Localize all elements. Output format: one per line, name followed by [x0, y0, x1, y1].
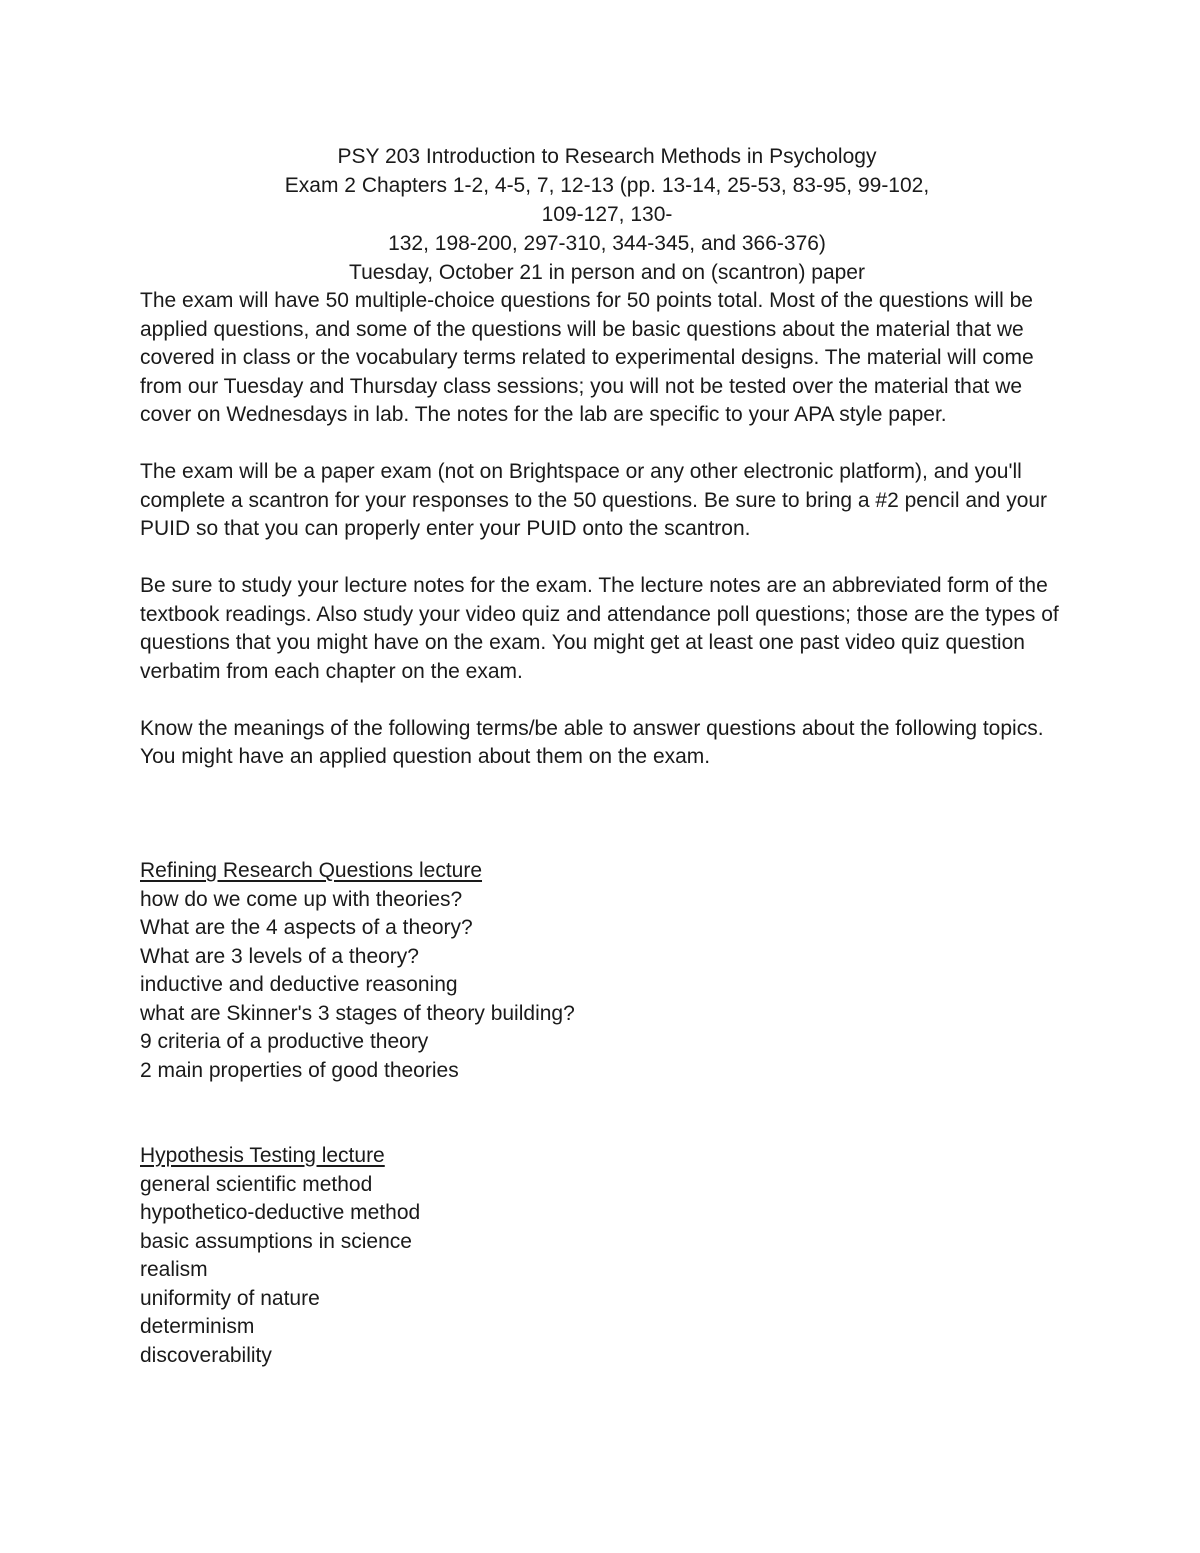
- list-item: What are 3 levels of a theory?: [140, 944, 419, 968]
- list-item: uniformity of nature: [140, 1286, 320, 1310]
- section-refining-research-questions: [140, 857, 1080, 1085]
- list-item: discoverability: [140, 1343, 272, 1367]
- term-list: [140, 886, 1080, 1086]
- exam-chapters-line: Exam 2 Chapters 1-2, 4-5, 7, 12-13 (pp. 13-14, 25-53, 83-95, 99-102, 109-127, 130-: [284, 174, 930, 226]
- document-body: [140, 287, 1080, 1370]
- list-item: inductive and deductive reasoning: [140, 973, 458, 996]
- list-item: basic assumptions in science: [140, 1229, 412, 1253]
- paragraph-study-advice: Be sure to study your lecture notes for the exam. The lecture notes are an abbreviated form of the textbook readings. Also study your video quiz and attendance poll questions; those are the types of questions that you might have on the exam. You might get at least one past video quiz question verbatim from each chapter on the exam.: [140, 574, 1059, 683]
- section-title: Refining Research Questions lecture: [140, 859, 483, 882]
- list-item: 9 criteria of a productive theory: [140, 1030, 429, 1053]
- paragraph-paper-exam: The exam will be a paper exam (not on Brightspace or any other electronic platform), and you'll complete a scantron for your responses to the 50 questions. Be sure to bring a #2 pencil and your PUID so that you can properly enter your PUID onto the scantron.: [140, 460, 1048, 540]
- list-item: 2 main properties of good theories: [140, 1058, 459, 1082]
- blank-space: [140, 800, 1080, 857]
- list-item: what are Skinner's 3 stages of theory building?: [140, 1001, 575, 1025]
- exam-date-line: Tuesday, October 21 in person and on (scantron) paper: [349, 261, 865, 284]
- section-hypothesis-testing: [140, 1142, 1080, 1370]
- list-item: general scientific method: [140, 1172, 373, 1196]
- paragraph-terms-intro: Know the meanings of the following terms/be able to answer questions about the following topics. You might have an applied question about them on the exam.: [140, 716, 1044, 768]
- section-title: Hypothesis Testing lecture: [140, 1144, 385, 1167]
- blank-space: [140, 1085, 1080, 1142]
- list-item: how do we come up with theories?: [140, 887, 463, 911]
- list-item: determinism: [140, 1315, 255, 1338]
- list-item: hypothetico-deductive method: [140, 1201, 421, 1224]
- list-item: realism: [140, 1258, 208, 1281]
- list-item: What are the 4 aspects of a theory?: [140, 916, 473, 939]
- exam-pages-line: 132, 198-200, 297-310, 344-345, and 366-376): [388, 232, 826, 255]
- document-header: [280, 142, 934, 287]
- paragraph-exam-format: The exam will have 50 multiple-choice questions for 50 points total. Most of the questions will be applied questions, and some of the questions will be basic questions about the material that we covered in class or the vocabulary terms related to experimental designs. The material will come from our Tuesday and Thursday class sessions; you will not be tested over the material that we cover on Wednesdays in lab. The notes for the lab are specific to your APA style paper.: [140, 289, 1034, 426]
- course-title: PSY 203 Introduction to Research Methods in Psychology: [337, 145, 877, 168]
- term-list: [140, 1171, 1080, 1371]
